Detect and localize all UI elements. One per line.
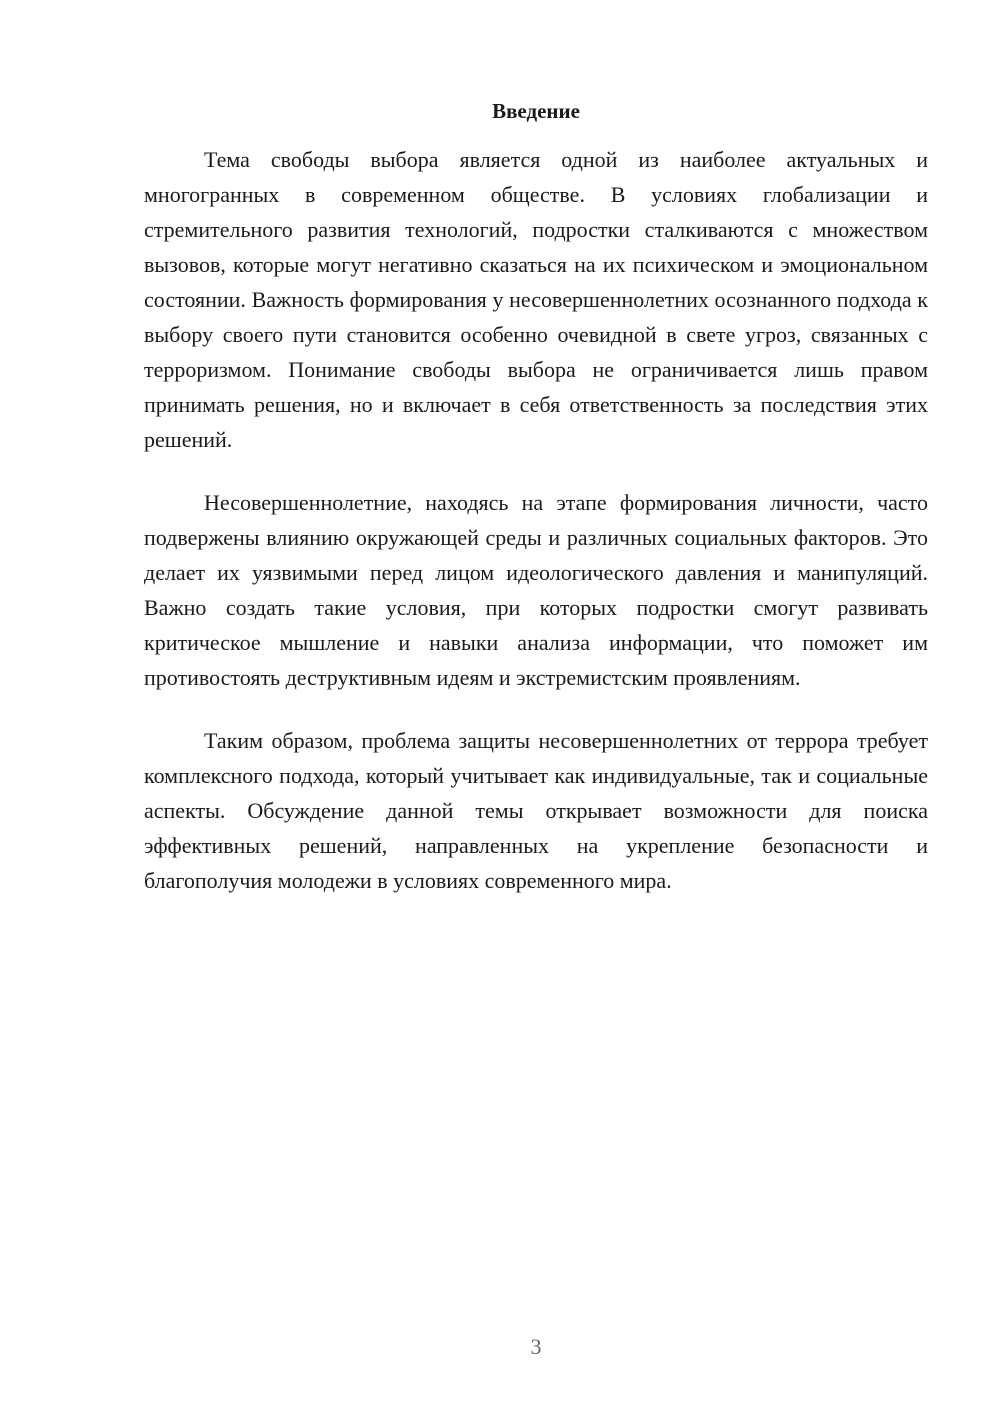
page-number: 3 bbox=[530, 1334, 542, 1359]
body-text bbox=[144, 142, 928, 926]
paragraph-3: Таким образом, проблема защиты несовершеннолетних от террора требует комплексного подхода, который учитывает как индивидуальные, так и социальные аспекты. Обсуждение данной темы открывает возможности для поиска эффективных решений, направленных на укрепление безопасности и благополучия молодежи в условиях современного мира. bbox=[144, 728, 928, 893]
paragraph-1: Тема свободы выбора является одной из наиболее актуальных и многогранных в современном обществе. В условиях глобализации и стремительного развития технологий, подростки сталкиваются с множеством вызовов, которые могут негативно сказаться на их психическом и эмоциональном состоянии. Важность формирования у несовершеннолетних осознанного подхода к выбору своего пути становится особенно очевидной в свете угроз, связанных с терроризмом. Понимание свободы выбора не ограничивается лишь правом принимать решения, но и включает в себя ответственность за последствия этих решений. bbox=[144, 147, 928, 452]
paragraph-2: Несовершеннолетние, находясь на этапе формирования личности, часто подвержены влиянию окружающей среды и различных социальных факторов. Это делает их уязвимыми перед лицом идеологического давления и манипуляций. Важно создать такие условия, при которых подростки смогут развивать критическое мышление и навыки анализа информации, что поможет им противостоять деструктивным идеям и экстремистским проявлениям. bbox=[144, 490, 928, 690]
section-heading: Введение bbox=[492, 99, 580, 123]
